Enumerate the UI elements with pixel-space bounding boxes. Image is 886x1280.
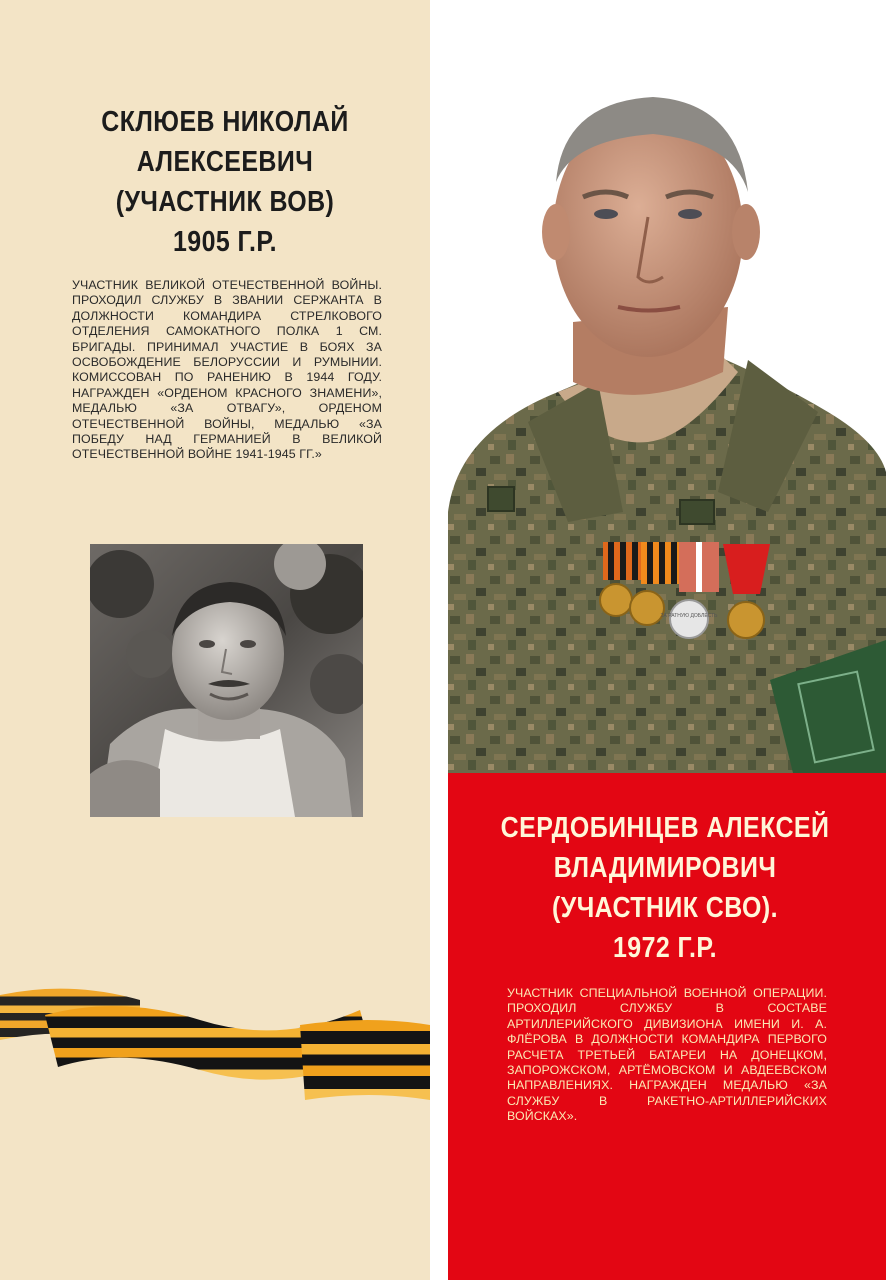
svo-veteran-name-line2: ВЛАДИМИРОВИЧ <box>553 852 777 884</box>
wwii-veteran-biography: УЧАСТНИК ВЕЛИКОЙ ОТЕЧЕСТВЕННОЙ ВОЙНЫ. ПРОХОДИЛ СЛУЖБУ В ЗВАНИИ СЕРЖАНТА В ДОЛЖНОСТИ КОМАНДИРА СТРЕЛКОВОГО ОТДЕЛЕНИЯ САМОКАТНОГО ПОЛКА 1 СМ. БРИГАДЫ. ПРИНИМАЛ УЧАСТИЕ В БОЯХ ЗА ОСВОБОЖДЕНИЕ БЕЛОРУССИИ И РУМЫНИИ. КОМИССОВАН ПО РАНЕНИЮ В 1944 ГОДУ. НАГРАЖДЕН «ОРДЕНОМ КРАСНОГО ЗНАМЕНИ», МЕДАЛЬЮ «ЗА ОТВАГУ», ОРДЕНОМ ОТЕЧЕСТВЕННОЙ ВОЙНЫ, МЕДАЛЬЮ «ЗА ПОБЕДУ НАД ГЕРМАНИЕЙ В ВЕЛИКОЙ ОТЕЧЕСТВЕННОЙ ВОЙНЕ 1941-1945 ГГ.» <box>72 278 382 462</box>
wwii-veteran-birth-year: 1905 Г.Р. <box>172 226 278 258</box>
svo-veteran-status: (УЧАСТНИК СВО). <box>552 892 778 924</box>
svo-veteran-birth-year: 1972 Г.Р. <box>612 932 718 964</box>
wwii-veteran-name-line2: АЛЕКСЕЕВИЧ <box>136 146 314 178</box>
svo-veteran-title <box>497 808 832 968</box>
wwii-veteran-photo <box>90 544 363 817</box>
wwii-veteran-title <box>66 102 384 262</box>
st-george-ribbon <box>0 985 430 1110</box>
medal-inscription-text: ЗА РАТНУЮ ДОБЛЕСТЬ <box>660 613 718 619</box>
svo-veteran-photo <box>448 92 886 773</box>
wwii-veteran-name-line1: СКЛЮЕВ НИКОЛАЙ <box>101 106 349 138</box>
svo-veteran-name-line1: СЕРДОБИНЦЕВ АЛЕКСЕЙ <box>500 812 830 844</box>
svo-veteran-biography: УЧАСТНИК СПЕЦИАЛЬНОЙ ВОЕННОЙ ОПЕРАЦИИ. ПРОХОДИЛ СЛУЖБУ В СОСТАВЕ АРТИЛЛЕРИЙСКОГО ДИВИЗИОНА ИМЕНИ И. А. ФЛЁРОВА В ДОЛЖНОСТИ КОМАНДИРА ПЕРВОГО РАСЧЕТА ТРЕТЬЕЙ БАТАРЕИ НА ДОНЕЦКОМ, ЗАПОРОЖСКОМ, АРТЁМОВСКОМ И АВДЕЕВСКОМ НАПРАВЛЕНИЯХ. НАГРАЖДЕН МЕДАЛЬЮ «ЗА СЛУЖБУ В РАКЕТНО-АРТИЛЛЕРИЙСКИХ ВОЙСКАХ». <box>507 986 827 1124</box>
wwii-veteran-status: (УЧАСТНИК ВОВ) <box>115 186 335 218</box>
